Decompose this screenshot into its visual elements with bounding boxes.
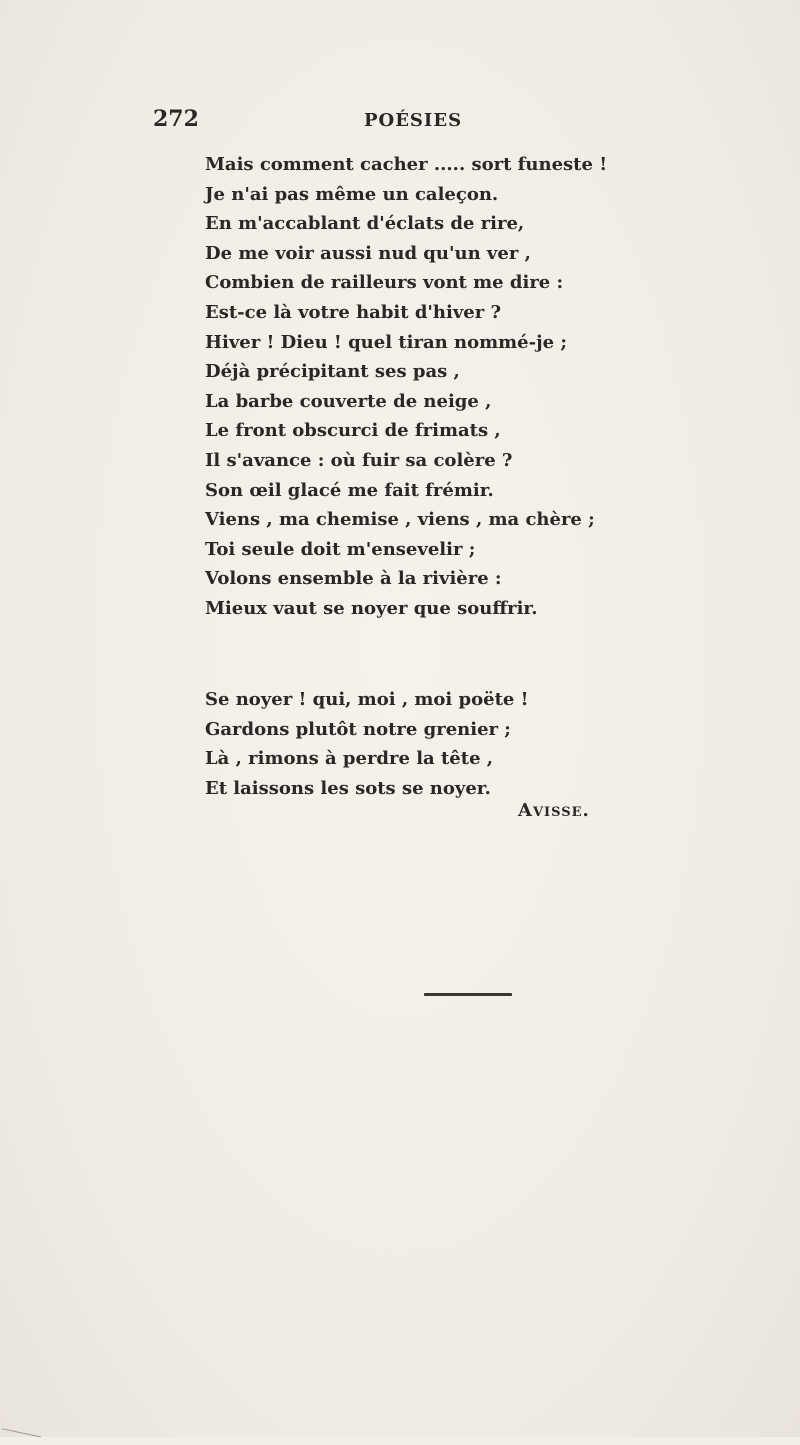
running-head: POÉSIES [364, 110, 463, 131]
verse-line: Son œil glacé me fait frémir. [205, 479, 494, 501]
page-number: 272 [153, 106, 199, 132]
verse-line: Toi seule doit m'ensevelir ; [205, 538, 476, 560]
verse-line: Mieux vaut se noyer que souffrir. [205, 597, 538, 619]
verse-line: Et laissons les sots se noyer. [205, 777, 491, 799]
verse-line: Combien de railleurs vont me dire : [205, 272, 564, 294]
stanza-2 [205, 685, 529, 803]
verse-line: La barbe couverte de neige , [205, 390, 492, 412]
verse-line: Je n'ai pas même un caleçon. [205, 183, 499, 205]
verse-line: Viens , ma chemise , viens , ma chère ; [205, 509, 595, 531]
verse-line: Gardons plutôt notre grenier ; [205, 718, 511, 740]
verse-line: Il s'avance : où fuir sa colère ? [205, 449, 513, 471]
verse-line: Se noyer ! qui, moi , moi poëte ! [205, 689, 529, 710]
verse-line: Mais comment cacher ..... sort funeste ! [205, 154, 608, 175]
verse-line: De me voir aussi nud qu'un ver , [205, 242, 531, 264]
verse-line: Hiver ! Dieu ! quel tiran nommé-je ; [205, 331, 567, 353]
verse-line: Déjà précipitant ses pas , [205, 361, 460, 383]
verse-line: En m'accablant d'éclats de rire, [205, 213, 525, 235]
verse-line: Là , rimons à perdre la tête , [205, 748, 494, 770]
section-end-rule [424, 993, 512, 996]
verse-line: Volons ensemble à la rivière : [205, 568, 502, 590]
verse-line: Le front obscurci de frimats , [205, 420, 501, 442]
verse-line: Est-ce là votre habit d'hiver ? [205, 301, 502, 323]
stanza-1 [205, 150, 607, 624]
author-signature: Avisse. [518, 800, 590, 821]
